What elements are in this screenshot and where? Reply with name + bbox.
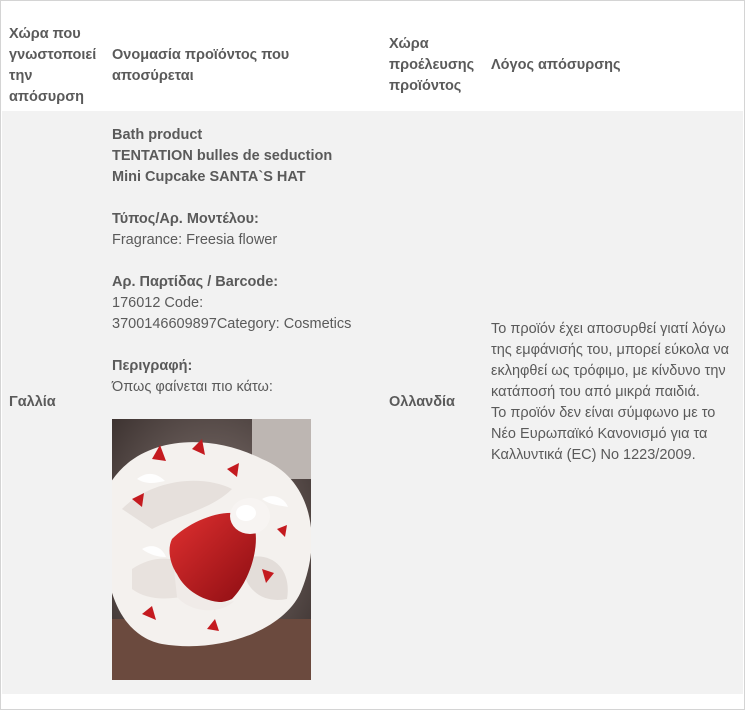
header-notifying-country: Χώρα που γνωστοποιεί την απόσυρση (9, 26, 97, 105)
product-name: TENTATION bulles de seduction (112, 148, 333, 164)
batch-value-1: 176012 Code: (112, 295, 204, 311)
table-header-row (2, 2, 743, 109)
header-reason: Λόγος απόσυρσης (491, 57, 621, 73)
product-cell (112, 125, 377, 680)
header-product-name: Ονομασία προϊόντος που αποσύρεται (112, 47, 290, 84)
batch-label: Αρ. Παρτίδας / Barcode: (112, 274, 279, 290)
product-variant: Mini Cupcake SANTA`S HAT (112, 169, 306, 185)
reason-text-2: Το προϊόν δεν είναι σύμφωνο με το Νέο Ευρωπαϊκό Κανονισμό για τα Καλλυντικά (EC) No 1223/2009. (491, 405, 716, 463)
table-row (2, 111, 743, 694)
header-origin-country: Χώρα προέλευσης προϊόντος (389, 36, 475, 94)
description-label: Περιγραφή: (112, 358, 193, 374)
origin-country-cell: Ολλανδία (389, 394, 455, 410)
reason-text-1: Το προϊόν έχει αποσυρθεί γιατί λόγω της εμφάνισής του, μπορεί εύκολα να εκληφθεί ως τρόφιμο, με κίνδυνο την κατάποσή του από μικρά παιδιά. (491, 321, 729, 400)
model-value: Fragrance: Freesia flower (112, 232, 278, 248)
description-value: Όπως φαίνεται πιο κάτω: (112, 379, 273, 395)
product-category: Bath product (112, 127, 203, 143)
reason-cell (491, 319, 741, 466)
product-photo (112, 419, 311, 680)
batch-value-2: 3700146609897Category: Cosmetics (112, 316, 352, 332)
model-label: Τύπος/Αρ. Μοντέλου: (112, 211, 259, 227)
notifying-country-cell: Γαλλία (9, 394, 56, 410)
